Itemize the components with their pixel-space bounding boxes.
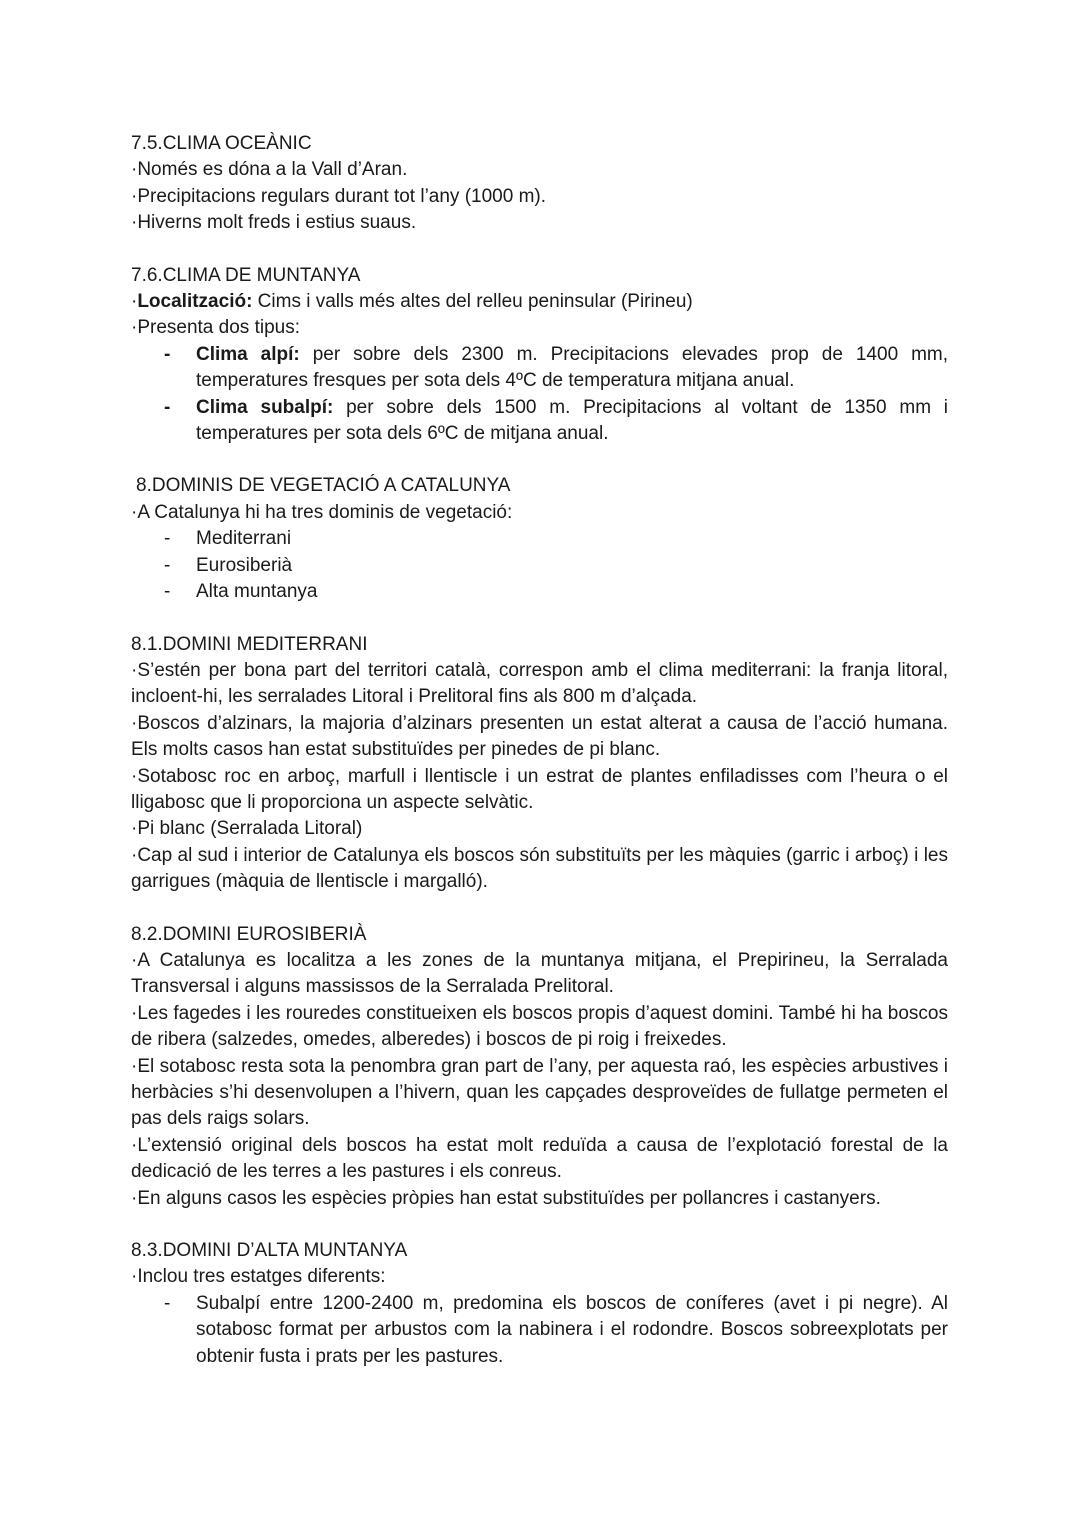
list-item: [131, 342, 948, 395]
section-8-2: [131, 922, 948, 1212]
dash-marker: -: [164, 581, 171, 603]
section-title: 7.6.CLIMA DE MUNTANYA: [131, 264, 361, 286]
item-label: Clima alpí:: [196, 343, 300, 365]
section-8: [131, 473, 948, 605]
stage-list: [131, 1291, 948, 1370]
paragraph: ·S’estén per bona part del territori català, correspon amb el clima mediterrani: la franja litoral, incloent-hi, les serralades Litoral i Prelitoral fins als 800 m d’alçada.: [131, 659, 948, 708]
section-title: 8.3.DOMINI D’ALTA MUNTANYA: [131, 1240, 408, 1262]
localization-label: Localització:: [137, 291, 253, 313]
domain-list: [131, 526, 948, 605]
localization-line: [131, 289, 948, 315]
text-line: ·Només es dóna a la Vall d’Aran.: [131, 159, 408, 181]
dash-marker: -: [164, 528, 171, 550]
dash-marker: -: [164, 1292, 171, 1314]
paragraph: ·Pi blanc (Serralada Litoral): [131, 818, 363, 840]
section-title: 8.1.DOMINI MEDITERRANI: [131, 633, 368, 655]
section-7-6: [131, 263, 948, 448]
section-8-3: [131, 1238, 948, 1370]
dash-marker: -: [164, 396, 171, 418]
text-line: ·Inclou tres estatges diferents:: [131, 1266, 386, 1288]
section-title: 8.DOMINIS DE VEGETACIÓ A CATALUNYA: [136, 475, 511, 497]
list-item: [131, 579, 948, 605]
document-page: [131, 131, 948, 1396]
dash-marker: -: [164, 343, 171, 365]
list-item: [131, 1291, 948, 1370]
text-line: ·Hiverns molt freds i estius suaus.: [131, 212, 417, 234]
list-item: [131, 395, 948, 448]
item-text: Subalpí entre 1200-2400 m, predomina els boscos de coníferes (avet i pi negre). Al sotabosc format per arbustos com la nabinera i el rodondre. Boscos sobreexplotats per obtenir fusta i prats per les pastures.: [196, 1292, 948, 1367]
paragraph: ·L’extensió original dels boscos ha estat molt reduïda a causa de l’explotació forestal de la dedicació de les terres a les pastures i els conreus.: [131, 1134, 948, 1183]
item-text: Mediterrani: [196, 528, 292, 550]
section-title: 8.2.DOMINI EUROSIBERIÀ: [131, 923, 367, 945]
paragraph: ·El sotabosc resta sota la penombra gran part de l’any, per aquesta raó, les espècies arbustives i herbàcies s’hi desenvolupen a l’hivern, quan les capçades desproveïdes de fullatge permeten el pas dels raigs solars.: [131, 1055, 948, 1130]
text-line: ·Presenta dos tipus:: [131, 317, 300, 339]
item-text: per sobre dels 1500 m. Precipitacions al voltant de 1350 mm i temperatures per sota dels 6ºC de mitjana anual.: [196, 396, 948, 445]
paragraph: ·Les fagedes i les rouredes constitueixen els boscos propis d’aquest domini. També hi ha boscos de ribera (salzedes, omedes, alberedes) i boscos de pi roig i freixedes.: [131, 1002, 948, 1051]
list-item: [131, 553, 948, 579]
item-text: per sobre dels 2300 m. Precipitacions elevades prop de 1400 mm, temperatures fresques per sota dels 4ºC de temperatura mitjana anual.: [196, 343, 949, 392]
paragraph: ·A Catalunya es localitza a les zones de la muntanya mitjana, el Prepirineu, la Serralada Transversal i alguns massissos de la Serralada Prelitoral.: [131, 949, 948, 998]
dash-marker: -: [164, 554, 171, 576]
bullet-dot: ·: [131, 291, 138, 313]
item-text: Alta muntanya: [196, 581, 318, 603]
localization-text: Cims i valls més altes del relleu peninsular (Pirineu): [252, 291, 693, 313]
text-line: ·A Catalunya hi ha tres dominis de vegetació:: [131, 501, 513, 523]
paragraph: ·En alguns casos les espècies pròpies han estat substituïdes per pollancres i castanyers.: [131, 1187, 881, 1209]
paragraph: ·Cap al sud i interior de Catalunya els boscos són substituïts per les màquies (garric i arboç) i les garrigues (màquia de llentiscle i margalló).: [131, 844, 948, 893]
section-title: 7.5.CLIMA OCEÀNIC: [131, 133, 312, 154]
climate-type-list: [131, 342, 948, 448]
section-7-5: [131, 131, 948, 237]
text-line: ·Precipitacions regulars durant tot l’any (1000 m).: [131, 185, 547, 207]
list-item: [131, 526, 948, 552]
section-8-1: [131, 632, 948, 896]
item-label: Clima subalpí:: [196, 396, 334, 418]
item-text: Eurosiberià: [196, 554, 293, 576]
paragraph: ·Sotabosc roc en arboç, marfull i llentiscle i un estrat de plantes enfiladisses com l’heura o el lligabosc que li proporciona un aspecte selvàtic.: [131, 765, 948, 813]
paragraph: ·Boscos d’alzinars, la majoria d’alzinars presenten un estat alterat a causa de l’acció humana. Els molts casos han estat substituïdes per pinedes de pi blanc.: [131, 712, 948, 761]
